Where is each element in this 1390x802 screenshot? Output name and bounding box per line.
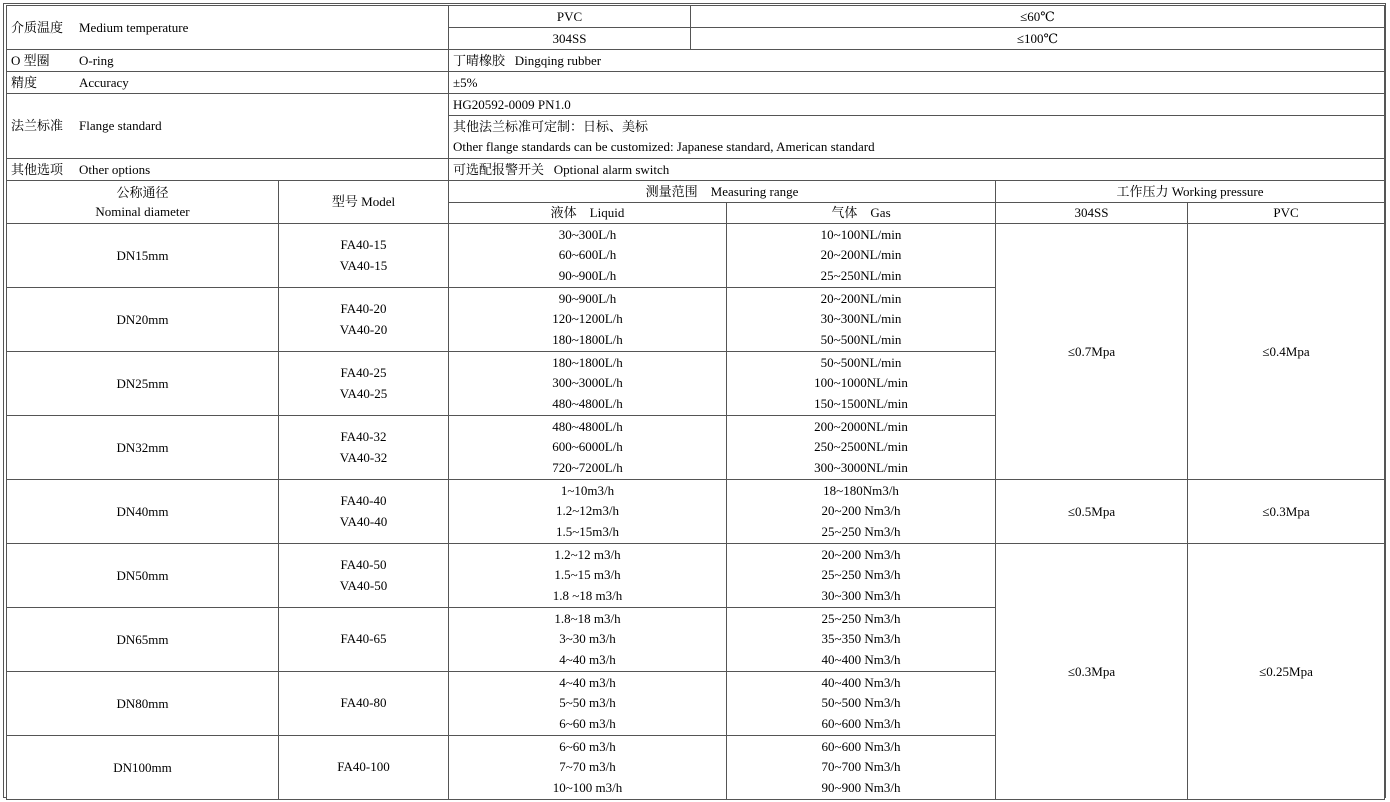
header-gas-zh: 气体 [831, 205, 858, 220]
gas-range: 200~2000NL/min [814, 418, 908, 434]
liquid-range-cell [449, 672, 727, 736]
header-row-1 [7, 181, 1385, 203]
options-label [7, 159, 449, 181]
pressure-304ss-cell: ≤0.7Mpa [996, 224, 1188, 480]
gas-range-cell [727, 672, 996, 736]
gas-range: 300~3000NL/min [814, 459, 908, 475]
temperature-label-zh: 介质温度 [11, 19, 64, 35]
oring-label-zh: O 型圈 [11, 52, 50, 68]
model-name: FA40-50 [340, 557, 387, 572]
gas-range: 10~100NL/min [820, 226, 902, 242]
pressure-pvc-cell: ≤0.25Mpa [1188, 544, 1385, 800]
header-model: 型号 Model [279, 181, 449, 224]
accuracy-label-en: Accuracy [79, 74, 129, 90]
spec-row-accuracy [7, 72, 1385, 94]
liquid-range: 10~100 m3/h [552, 779, 623, 795]
options-value-en: Optional alarm switch [553, 161, 670, 177]
model-name: VA40-15 [339, 257, 388, 273]
gas-range: 90~900 Nm3/h [821, 779, 901, 795]
oring-value-en: Dingqing rubber [514, 52, 602, 68]
model-name: FA40-80 [340, 695, 387, 711]
model-name: VA40-40 [339, 513, 388, 529]
liquid-range: 1.2~12m3/h [555, 503, 619, 519]
gas-range: 18~180Nm3/h [823, 482, 899, 498]
gas-range: 25~250 Nm3/h [821, 523, 901, 539]
material-pvc: PVC [449, 6, 691, 28]
liquid-range: 1.5~15 m3/h [554, 567, 621, 583]
model-cell [279, 288, 449, 352]
temperature-304ss: ≤100℃ [691, 28, 1385, 50]
header-range [449, 181, 996, 203]
oring-label [7, 50, 449, 72]
spec-row-oring [7, 50, 1385, 72]
model-name: VA40-25 [339, 385, 388, 401]
model-cell [279, 544, 449, 608]
gas-range-cell [727, 608, 996, 672]
model-name: FA40-100 [337, 759, 390, 775]
liquid-range: 180~1800L/h [552, 331, 623, 347]
liquid-range: 600~6000L/h [552, 439, 623, 455]
liquid-range-cell [449, 224, 727, 288]
liquid-range: 6~60 m3/h [559, 715, 616, 731]
liquid-range: 120~1200L/h [552, 311, 623, 327]
flange-label-zh: 法兰标准 [11, 118, 64, 133]
accuracy-label-zh: 精度 [11, 74, 38, 90]
gas-range: 20~200NL/min [820, 290, 902, 306]
flange-custom-en: Other flange standards can be customized: Japanese standard, American standard [453, 139, 875, 154]
liquid-range-cell [449, 544, 727, 608]
gas-range: 25~250 Nm3/h [821, 610, 901, 626]
liquid-range: 3~30 m3/h [559, 631, 616, 647]
gas-range: 20~200 Nm3/h [821, 546, 901, 562]
gas-range-cell [727, 480, 996, 544]
model-range-table [6, 180, 1385, 800]
gas-range: 25~250NL/min [820, 267, 902, 283]
nominal-diameter-cell: DN80mm [7, 672, 279, 736]
gas-range: 20~200NL/min [820, 247, 902, 263]
gas-range: 100~1000NL/min [814, 375, 908, 391]
model-cell [279, 480, 449, 544]
gas-range: 30~300 Nm3/h [821, 587, 901, 603]
oring-value-zh: 丁晴橡胶 [453, 52, 506, 68]
liquid-range: 60~600L/h [558, 247, 617, 263]
material-304ss: 304SS [449, 28, 691, 50]
liquid-range: 1~10m3/h [560, 482, 615, 498]
accuracy-label [7, 72, 449, 94]
nominal-diameter-cell: DN32mm [7, 416, 279, 480]
liquid-range: 90~900L/h [558, 290, 617, 306]
gas-range-cell [727, 736, 996, 800]
gas-range: 40~400 Nm3/h [821, 674, 901, 690]
model-cell [279, 416, 449, 480]
liquid-range-cell [449, 736, 727, 800]
table-row [7, 544, 1385, 608]
nominal-diameter-cell: DN20mm [7, 288, 279, 352]
nominal-diameter-cell: DN50mm [7, 544, 279, 608]
model-name: FA40-65 [340, 631, 387, 647]
gas-range: 30~300NL/min [820, 311, 902, 327]
gas-range: 60~600 Nm3/h [821, 738, 901, 754]
gas-range-cell [727, 544, 996, 608]
gas-range: 50~500NL/min [820, 354, 902, 370]
liquid-range: 4~40 m3/h [559, 651, 616, 667]
temperature-label [7, 6, 449, 50]
model-name: FA40-32 [340, 429, 387, 444]
gas-range: 60~600 Nm3/h [821, 715, 901, 731]
model-name: VA40-20 [339, 321, 388, 337]
flange-custom-zh: 其他法兰标准可定制：日标、美标 [453, 118, 649, 134]
header-pvc: PVC [1188, 203, 1385, 224]
gas-range: 70~700 Nm3/h [821, 759, 901, 775]
header-nominal-zh: 公称通径 [116, 185, 169, 200]
spec-row-options [7, 159, 1385, 181]
oring-value [449, 50, 1385, 72]
gas-range-cell [727, 288, 996, 352]
temperature-pvc: ≤60℃ [691, 6, 1385, 28]
liquid-range-cell [449, 608, 727, 672]
liquid-range: 180~1800L/h [552, 354, 623, 370]
model-cell [279, 608, 449, 672]
nominal-diameter-cell: DN65mm [7, 608, 279, 672]
header-gas [727, 203, 996, 224]
liquid-range: 1.8 ~18 m3/h [552, 587, 623, 603]
options-value-zh: 可选配报警开关 [453, 161, 545, 177]
liquid-range-cell [449, 416, 727, 480]
model-name: FA40-15 [340, 237, 387, 252]
model-cell [279, 736, 449, 800]
header-range-en: Measuring range [710, 183, 799, 199]
header-gas-en: Gas [870, 205, 891, 220]
spec-table [6, 5, 1385, 181]
header-liquid-en: Liquid [589, 205, 625, 220]
liquid-range: 4~40 m3/h [559, 674, 616, 690]
header-304ss: 304SS [996, 203, 1188, 224]
liquid-range-cell [449, 352, 727, 416]
header-nominal [7, 181, 279, 224]
flange-standard-value: HG20592-0009 PN1.0 [449, 94, 1385, 116]
liquid-range: 1.5~15m3/h [555, 523, 619, 539]
model-name: FA40-20 [340, 301, 387, 316]
liquid-range: 1.2~12 m3/h [554, 546, 621, 562]
model-name: VA40-50 [339, 577, 388, 593]
pressure-304ss-cell: ≤0.3Mpa [996, 544, 1188, 800]
pressure-304ss-cell: ≤0.5Mpa [996, 480, 1188, 544]
table-row [7, 480, 1385, 544]
model-cell [279, 224, 449, 288]
flange-label [7, 94, 449, 159]
model-name: FA40-40 [340, 493, 387, 508]
nominal-diameter-cell: DN40mm [7, 480, 279, 544]
liquid-range-cell [449, 288, 727, 352]
header-liquid-zh: 液体 [550, 205, 577, 220]
gas-range: 50~500 Nm3/h [821, 695, 901, 711]
liquid-range: 30~300L/h [558, 226, 617, 242]
gas-range: 50~500NL/min [820, 331, 902, 347]
header-range-zh: 测量范围 [645, 183, 698, 199]
header-nominal-en: Nominal diameter [95, 204, 190, 219]
flange-label-en: Flange standard [79, 118, 162, 133]
gas-range: 35~350 Nm3/h [821, 631, 901, 647]
flange-custom-note [449, 116, 1385, 159]
model-name: VA40-32 [339, 449, 388, 465]
nominal-diameter-cell: DN15mm [7, 224, 279, 288]
pressure-pvc-cell: ≤0.3Mpa [1188, 480, 1385, 544]
gas-range-cell [727, 416, 996, 480]
liquid-range: 720~7200L/h [552, 459, 623, 475]
options-label-en: Other options [79, 161, 151, 177]
model-cell [279, 352, 449, 416]
liquid-range: 480~4800L/h [552, 418, 623, 434]
header-liquid [449, 203, 727, 224]
nominal-diameter-cell: DN100mm [7, 736, 279, 800]
liquid-range: 480~4800L/h [552, 395, 623, 411]
options-value [449, 159, 1385, 181]
liquid-range: 5~50 m3/h [559, 695, 616, 711]
liquid-range: 7~70 m3/h [559, 759, 616, 775]
liquid-range: 6~60 m3/h [559, 738, 616, 754]
table-row [7, 224, 1385, 288]
spec-row-flange [7, 94, 1385, 116]
gas-range: 20~200 Nm3/h [821, 503, 901, 519]
options-label-zh: 其他选项 [11, 161, 64, 177]
header-pressure: 工作压力 Working pressure [996, 181, 1385, 203]
model-name: FA40-25 [340, 365, 387, 380]
gas-range-cell [727, 352, 996, 416]
pressure-pvc-cell: ≤0.4Mpa [1188, 224, 1385, 480]
oring-label-en: O-ring [79, 52, 114, 68]
gas-range: 150~1500NL/min [814, 395, 908, 411]
temperature-label-en: Medium temperature [79, 19, 189, 35]
gas-range: 25~250 Nm3/h [821, 567, 901, 583]
liquid-range-cell [449, 480, 727, 544]
gas-range: 250~2500NL/min [814, 439, 908, 455]
gas-range-cell [727, 224, 996, 288]
liquid-range: 90~900L/h [558, 267, 617, 283]
gas-range: 40~400 Nm3/h [821, 651, 901, 667]
spec-row-temperature [7, 6, 1385, 28]
accuracy-value: ±5% [449, 72, 1385, 94]
liquid-range: 300~3000L/h [552, 375, 623, 391]
table-body [7, 224, 1385, 800]
nominal-diameter-cell: DN25mm [7, 352, 279, 416]
liquid-range: 1.8~18 m3/h [554, 610, 621, 626]
model-cell [279, 672, 449, 736]
